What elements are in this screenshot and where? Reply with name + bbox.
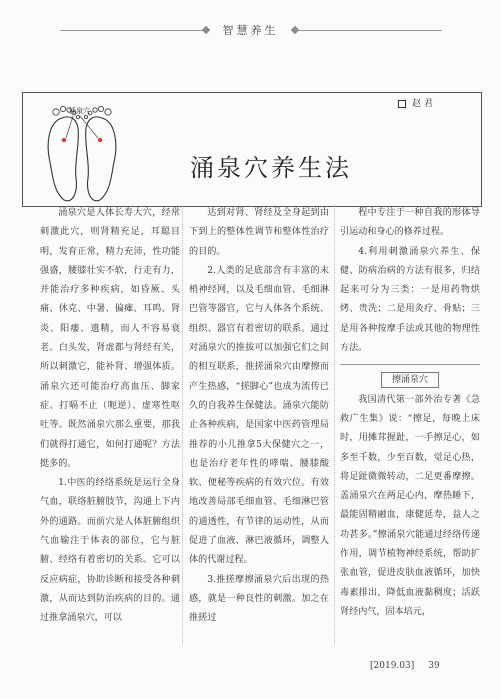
- column-3: [340, 204, 480, 622]
- left-foot: [48, 117, 78, 201]
- subsection-heading: [340, 371, 480, 390]
- header-rule-left: [60, 30, 205, 31]
- paragraph: 程中专注于一种自我的形体导引运动和身心的修养过程。: [340, 208, 480, 238]
- section-header: 智慧养生: [222, 24, 279, 37]
- acupoint-label: 涌泉穴: [69, 107, 90, 115]
- yongquan-point-left: [62, 138, 66, 142]
- section-divider: [340, 364, 480, 365]
- paragraph: 达到对肾、肾经及全身起到由下到上的整体性调节和整体性治疗的目的。: [189, 208, 329, 257]
- column-divider: [334, 205, 335, 645]
- yongquan-point-right: [98, 138, 102, 142]
- page-footer: [370, 661, 440, 671]
- paragraph: 4.利用刺激涌泉穴养生、保健、防病治病的方法有很多，归结起来可分为三类：一是用药物烘烤、贵洗；二是用灸疗、骨贴；三是用各种按摩手法或其他的物理性方法。: [340, 246, 480, 354]
- column-2: [189, 204, 329, 629]
- page-number: 39: [428, 661, 440, 671]
- article-title: 涌泉穴养生法: [190, 154, 352, 182]
- square-bullet-icon: [398, 100, 406, 108]
- paragraph: 我国清代第一部外治专著《急救广生集》说：“擦足，每晚上床时，用摊茸握趾，一手擦足心，如多至千数，少至百数，觉足心热，将足趾微微转动，二足更番摩擦。盖涌泉穴在两足心内，摩热睡下，最能固精融血，康健延寿，益人之功甚多。”擦涌泉穴能通过经络传递作用，调节植物神经系统，帮助扩张血管，促进皮肤血液循环，加快毒素排出，降低血液黏稠度；活跃肾经内气，固本培元，: [340, 394, 480, 617]
- issue-label: [2019.03]: [370, 661, 415, 671]
- paragraph: 3.推搓摩擦涌泉穴后出现的热感，就是一种良性的刺激。加之在推搓过: [189, 574, 329, 624]
- author-line: [398, 96, 433, 109]
- paragraph: 2.人类的足底部含有丰富的末梢神经网，以及毛细血管、毛细淋巴管等器官，它与人体各个系统、组织、器官有着密切的联系。通过对涌泉穴的推拔可以加强它们之间的相互联系，推搓涌泉穴由摩擦而产生热感，“搓脚心”也成为流传已久的自我养生保健法。涌泉穴能防止各种疾病，是国家中医药管理局推荐的小儿推拿5大保健穴之一，也是治疗老年性的哮喘、腰膝酸软、便秘等疾病的有效穴位。有效地改善局部毛细血管、毛细淋巴管的通透性，有节律的运动性，从而促进了血液、淋巴液循环，调整人体的代谢过程。: [189, 265, 329, 566]
- column-divider: [182, 205, 183, 645]
- column-1: [40, 204, 180, 629]
- subsection-heading-text: 擦涌泉穴: [381, 372, 439, 388]
- right-foot: [86, 117, 116, 201]
- paragraph: 涌泉穴是人体长寿大穴，经常刺激此穴，则肾精充足，耳聪目明，发育正常，精力充沛，性功能强盛，腰膝壮实不软，行走有力，并能治疗多种疾病，如昏厥、头痛、休克、中暑、偏瘫、耳鸣、肾炎、阳痿、遗精，而人不容易衰老。白头发，肾虚都与肾经有关，所以刺激它，能补肾、增强体质。涌泉穴还可能治疗高血压、脚家症、打嗝不止（呃逆）、虚寒性呕吐等。既然涌泉穴那么重要，那我们就得打通它，如何打通呢？方法挺多的。: [40, 208, 180, 469]
- header-rule-right: [297, 30, 442, 31]
- paragraph: 1.中医的经络系统是运行全身气血，联络脏腑肢节，沟通上下内外的通路。而前穴是人体脏腑组织气血输注于体表的部位，它与脏腑、经络有着密切的关系。它可以反应病症，协助诊断和接受各种刺激，从而达到防治疾病的目的。通过推拿涌泉穴，可以: [40, 478, 180, 624]
- author-name: 赵 君: [412, 99, 433, 109]
